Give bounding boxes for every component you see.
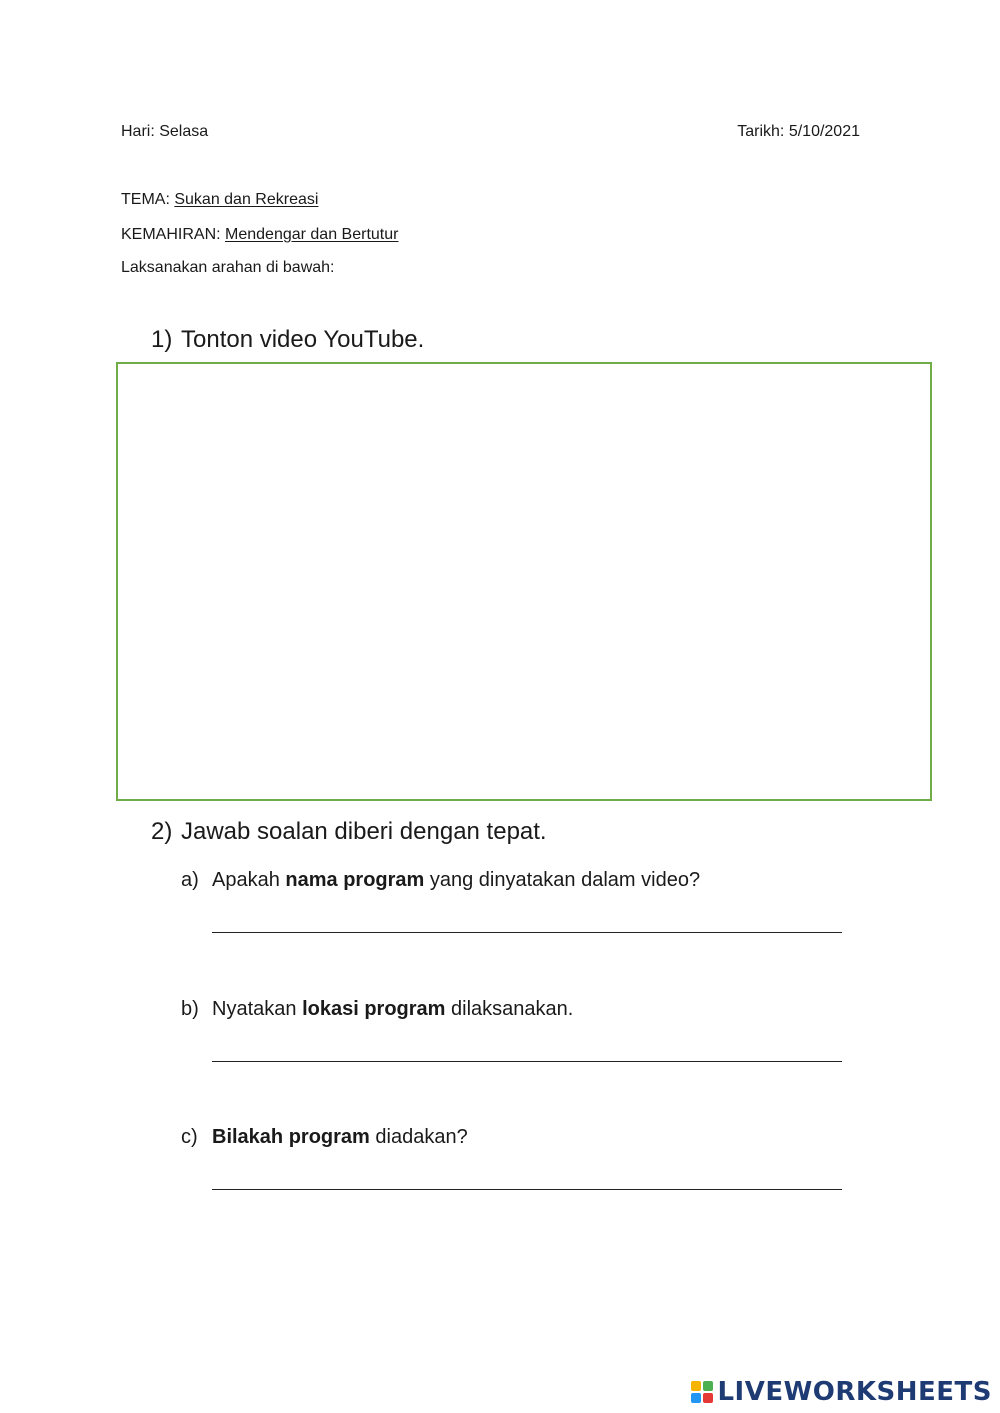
question-a-text [212, 867, 700, 893]
tema-line [121, 190, 318, 210]
logo-square-1 [691, 1381, 701, 1391]
instruction-text: Laksanakan arahan di bawah: [121, 259, 335, 276]
answer-line-b[interactable] [212, 1061, 842, 1062]
tema-label: TEMA: [121, 191, 175, 208]
question-b-post: dilaksanakan. [445, 998, 574, 1020]
liveworksheets-logo-text: LIVEWORKSHEETS [717, 1377, 992, 1407]
question-b-pre: Nyatakan [212, 998, 303, 1020]
video-embed-area[interactable] [116, 362, 932, 801]
question-a-pre: Apakah [212, 869, 286, 891]
answer-line-a[interactable] [212, 932, 842, 933]
question-a-keyword: nama program [285, 869, 425, 891]
kemahiran-line [121, 225, 398, 245]
liveworksheets-logo[interactable] [691, 1377, 992, 1407]
task2-number: 2) [151, 818, 173, 845]
question-b-text [212, 996, 573, 1022]
question-c-text [212, 1124, 468, 1150]
question-c-keyword: Bilakah program [212, 1126, 370, 1148]
task1-text: Tonton video YouTube. [181, 326, 425, 353]
question-b-keyword: lokasi program [302, 998, 446, 1020]
logo-square-4 [703, 1393, 713, 1403]
question-a-letter: a) [181, 869, 199, 891]
logo-square-2 [703, 1381, 713, 1391]
question-c-post: diadakan? [369, 1126, 468, 1148]
liveworksheets-logo-icon [691, 1381, 713, 1403]
kemahiran-value: Mendengar dan Bertutur [225, 226, 399, 243]
logo-square-3 [691, 1393, 701, 1403]
day-label: Hari: Selasa [121, 123, 209, 140]
question-a-post: yang dinyatakan dalam video? [424, 869, 701, 891]
question-c-letter: c) [181, 1126, 198, 1148]
date-label: Tarikh: 5/10/2021 [737, 123, 860, 140]
question-b-letter: b) [181, 998, 199, 1020]
answer-line-c[interactable] [212, 1189, 842, 1190]
tema-value: Sukan dan Rekreasi [174, 191, 319, 208]
task2-text: Jawab soalan diberi dengan tepat. [181, 818, 547, 845]
task1-number: 1) [151, 326, 173, 353]
kemahiran-label: KEMAHIRAN: [121, 226, 226, 243]
